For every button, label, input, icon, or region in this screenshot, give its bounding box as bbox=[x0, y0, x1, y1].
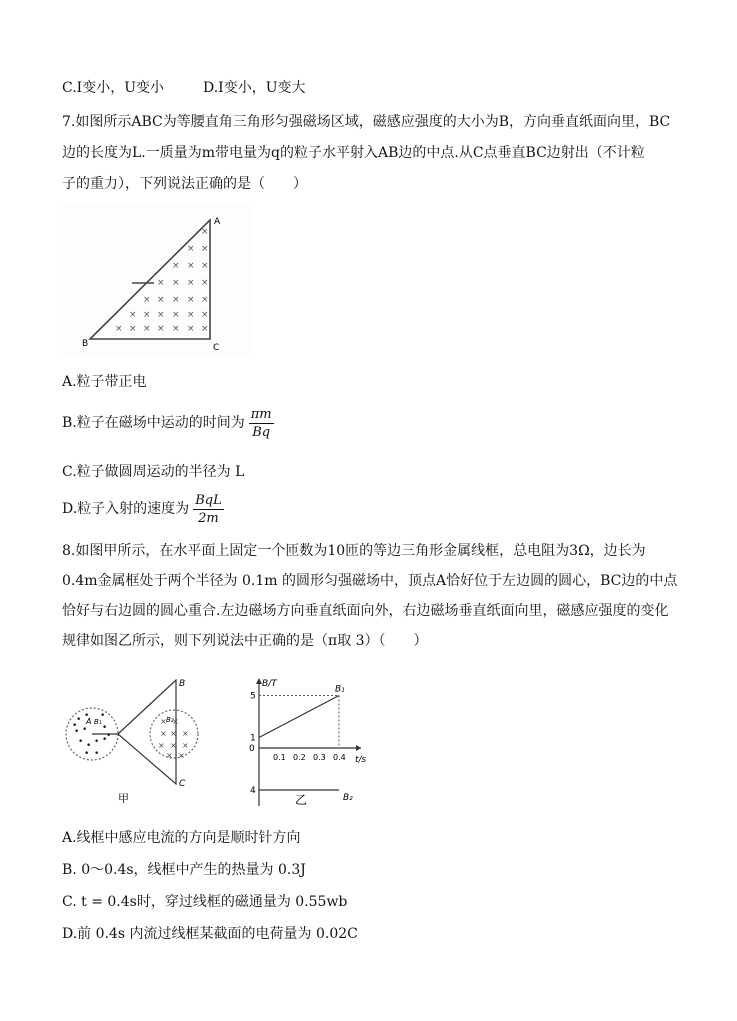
q7-label-c: C bbox=[213, 343, 220, 353]
jia-field-dot: • bbox=[76, 715, 82, 725]
x-tick-label: 0.1 bbox=[273, 753, 286, 762]
jia-field-dot: • bbox=[82, 725, 88, 735]
q7-option-d-text: D.粒子入射的速度为 bbox=[62, 501, 190, 517]
jia-field-cross: × bbox=[158, 741, 165, 750]
jia-field-dot: • bbox=[72, 721, 78, 731]
q7-field-cross: × bbox=[201, 324, 209, 334]
q7-field-cross: × bbox=[187, 324, 195, 334]
b2-series-label: B₂ bbox=[343, 793, 353, 803]
jia-field-cross: × bbox=[170, 729, 177, 738]
q8-stem-line-3: 恰好与右边圆的圆心重合.左边磁场方向垂直纸面向外，右边磁场垂直纸面向里，磁感应强度的变化 bbox=[62, 603, 669, 619]
y-tick-label: 4 bbox=[250, 786, 256, 796]
y-tick-label: 5 bbox=[250, 691, 256, 702]
q6-option-d: D.I变小，U变大 bbox=[203, 80, 306, 96]
q7-field-cross: × bbox=[157, 324, 165, 334]
q7-option-d-numerator: BqL bbox=[195, 492, 222, 508]
q7-field-cross: × bbox=[201, 261, 209, 271]
jia-caption: 甲 bbox=[118, 792, 129, 805]
q8-option-a: A.线框中感应电流的方向是顺时针方向 bbox=[62, 830, 301, 846]
q7-field-cross: × bbox=[201, 278, 209, 288]
q7-field-cross: × bbox=[157, 295, 165, 305]
jia-field-dot: • bbox=[94, 749, 100, 759]
jia-field-dot: • bbox=[94, 737, 100, 747]
q7-option-b-text: B.粒子在磁场中运动的时间为 bbox=[62, 415, 245, 431]
q7-field-cross: × bbox=[143, 324, 151, 334]
y-tick-label: 1 bbox=[250, 733, 256, 744]
q7-field-cross: × bbox=[172, 278, 180, 288]
q7-field-cross: × bbox=[172, 261, 180, 271]
q7-field-cross: × bbox=[143, 295, 151, 305]
jia-field-dot: • bbox=[102, 723, 108, 733]
jia-field-dot: • bbox=[100, 711, 106, 721]
jia-label-c: C bbox=[179, 779, 186, 789]
jia-field-dot: • bbox=[102, 735, 108, 745]
q7-option-d-fraction bbox=[193, 492, 224, 527]
q6-option-c: C.I变小，U变小 bbox=[62, 80, 164, 96]
q7-option-b-fraction bbox=[249, 406, 274, 441]
q7-field-cross: × bbox=[129, 324, 137, 334]
q7-stem-line-3: 子的重力），下列说法正确的是（ ） bbox=[62, 176, 307, 192]
q8-option-d: D.前 0.4s 内流过线框某截面的电荷量为 0.02C bbox=[62, 926, 358, 942]
q7-option-d bbox=[62, 490, 224, 528]
jia-field-dot: • bbox=[86, 741, 92, 751]
q7-stem-line-2: 边的长度为L.一质量为m带电量为q的粒子水平射入AB边的中点.从C点垂直BC边射出（不计粒 bbox=[62, 145, 645, 161]
jia-field-dot: • bbox=[106, 731, 112, 741]
q7-field-cross: × bbox=[201, 227, 209, 237]
q7-field-cross: × bbox=[157, 278, 165, 288]
jia-label-b2: B₂ bbox=[166, 716, 174, 724]
q7-option-b-denominator: Bq bbox=[252, 424, 271, 440]
q8-option-b: B. 0～0.4s，线框中产生的热量为 0.3J bbox=[62, 862, 306, 878]
y-axis-label: B/T bbox=[262, 679, 277, 689]
q7-field-cross: × bbox=[187, 261, 195, 271]
yi-caption: 乙 bbox=[295, 793, 308, 807]
q7-field-cross: × bbox=[143, 310, 151, 320]
q7-option-a: A.粒子带正电 bbox=[62, 374, 147, 390]
x-axis-label: t/s bbox=[355, 755, 367, 765]
q7-option-b-numerator: πm bbox=[250, 406, 272, 422]
jia-field-dot: • bbox=[84, 711, 90, 721]
jia-field-cross: × bbox=[178, 751, 185, 760]
q7-field-cross: × bbox=[157, 310, 165, 320]
q7-label-b: B bbox=[82, 339, 89, 349]
q8-stem-line-2: 0.4m金属框处于两个半径为 0.1m 的圆形匀强磁场中，顶点A恰好位于左边圆的圆心，BC边的中点 bbox=[62, 573, 678, 589]
jia-field-cross: × bbox=[182, 729, 189, 738]
q7-label-a: A bbox=[214, 217, 221, 227]
jia-field-cross: × bbox=[170, 741, 177, 750]
q7-triangle-figure bbox=[62, 204, 252, 356]
jia-field-cross: × bbox=[160, 729, 167, 738]
q7-field-cross: × bbox=[172, 310, 180, 320]
jia-field-dot: • bbox=[84, 749, 90, 759]
q7-option-d-denominator: 2m bbox=[198, 510, 219, 526]
triangle-frame bbox=[118, 680, 176, 784]
jia-label-b1: B₁ bbox=[94, 718, 102, 726]
jia-field-cross: × bbox=[182, 741, 189, 750]
q7-field-cross: × bbox=[187, 310, 195, 320]
jia-label-b: B bbox=[179, 679, 186, 689]
q7-field-cross: × bbox=[201, 295, 209, 305]
q7-option-c: C.粒子做圆周运动的半径为 L bbox=[62, 464, 245, 480]
q7-stem-line-1: 7.如图所示ABC为等腰直角三角形匀强磁场区域，磁感应强度的大小为B，方向垂直纸面向里，BC bbox=[62, 114, 671, 130]
q7-field-cross: × bbox=[187, 244, 195, 254]
series-line-1 bbox=[259, 696, 339, 738]
x-tick-label: 0.4 bbox=[333, 753, 346, 762]
q7-field-cross: × bbox=[201, 310, 209, 320]
jia-field-dot: • bbox=[78, 737, 84, 747]
x-tick-label: 0.3 bbox=[313, 753, 326, 762]
jia-field-cross: × bbox=[166, 751, 173, 760]
q8-stem-line-1: 8.如图甲所示，在水平面上固定一个匝数为10匝的等边三角形金属线框，总电阻为3Ω，边长为 bbox=[62, 543, 646, 559]
q8-stem-line-4: 规律如图乙所示，则下列说法中正确的是（π取 3）（ ） bbox=[62, 633, 428, 649]
q7-field-cross: × bbox=[172, 295, 180, 305]
q8-figure-yi-chart bbox=[237, 670, 377, 810]
jia-field-cross: × bbox=[160, 717, 167, 726]
q7-field-cross: × bbox=[129, 310, 137, 320]
x-tick-label: 0.2 bbox=[293, 753, 306, 762]
q7-field-cross: × bbox=[187, 295, 195, 305]
jia-label-a: A bbox=[86, 717, 92, 726]
q7-field-cross: × bbox=[187, 278, 195, 288]
q7-field-cross: × bbox=[172, 324, 180, 334]
jia-field-dot: • bbox=[74, 727, 80, 737]
jia-field-cross: × bbox=[172, 717, 179, 726]
q8-figure-jia bbox=[62, 672, 212, 810]
b1-series-label: B₁ bbox=[335, 684, 345, 695]
q7-option-b bbox=[62, 404, 274, 442]
q7-field-cross: × bbox=[201, 244, 209, 254]
q7-field-cross: × bbox=[115, 324, 123, 334]
y-tick-label: 0 bbox=[249, 744, 255, 754]
q8-option-c: C. t = 0.4s时，穿过线框的磁通量为 0.55wb bbox=[62, 894, 348, 910]
